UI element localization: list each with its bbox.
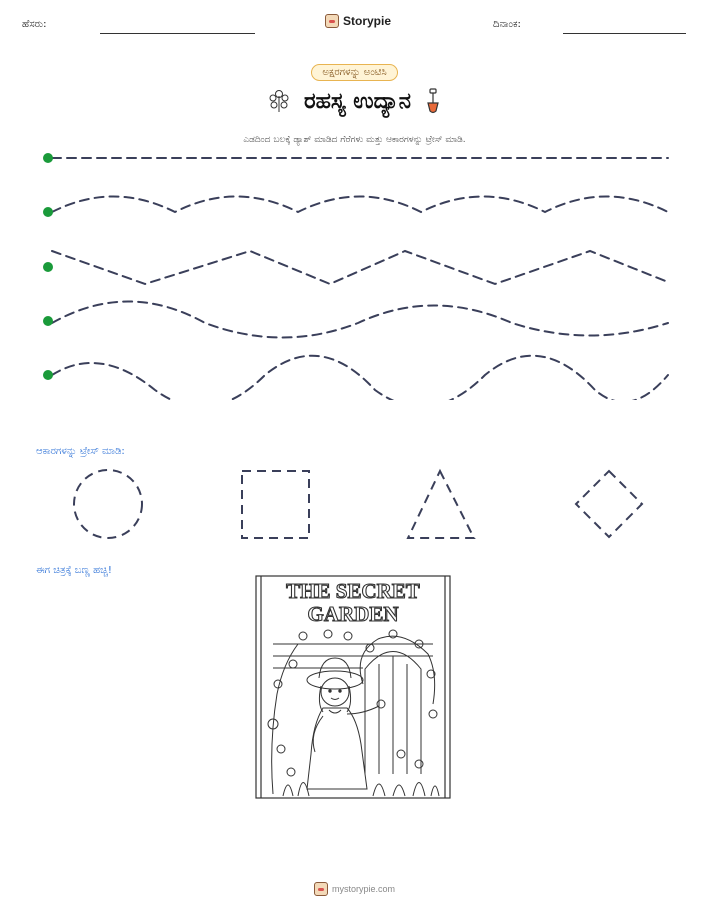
- trace-shapes[interactable]: [0, 462, 709, 548]
- instruction-text: ಎಡದಿಂದ ಬಲಕ್ಕೆ ಡ್ಯಾಶ್ ಮಾಡಿದ ಗೆರೆಗಳು ಮತ್ತು ಆಕಾರಗಳನ್ನು ಟ್ರೇಸ್ ಮಾಡಿ.: [243, 135, 466, 145]
- trace-start-dot: [43, 370, 53, 380]
- trace-lines[interactable]: [0, 140, 709, 400]
- name-line[interactable]: [100, 33, 255, 34]
- activity-badge: ಅಕ್ಷರಗಳನ್ನು ಅಂಟಿಸಿ: [311, 64, 397, 81]
- mascot-icon: [314, 882, 328, 896]
- trace-line-wave: [52, 302, 668, 338]
- footer: [0, 882, 709, 896]
- date-line[interactable]: [563, 33, 686, 34]
- coloring-title-line2: GARDEN: [307, 602, 399, 626]
- coloring-heading: ಈಗ ಚಿತ್ರಕ್ಕೆ ಬಣ್ಣ ಹಚ್ಚಿ!: [36, 565, 112, 576]
- name-label: ಹೆಸರು:: [22, 19, 47, 30]
- trace-shape-diamond: [576, 471, 642, 537]
- mascot-icon: [325, 14, 339, 28]
- worksheet-title: ರಹಸ್ಯ ಉದ್ಯಾನ: [304, 88, 411, 114]
- brand-name: Storypie: [343, 14, 392, 28]
- shovel-icon: [425, 88, 441, 114]
- trace-start-dot: [43, 207, 53, 217]
- trace-shape-square: [242, 471, 309, 538]
- trace-start-dot: [43, 153, 53, 163]
- trace-start-dot: [43, 262, 53, 272]
- footer-url[interactable]: mystorypie.com: [331, 884, 395, 894]
- flower-icon: [268, 88, 290, 114]
- coloring-image[interactable]: [243, 574, 463, 802]
- date-label: ದಿನಾಂಕ:: [493, 19, 521, 30]
- shapes-heading: ಆಕಾರಗಳನ್ನು ಟ್ರೇಸ್ ಮಾಡಿ:: [36, 446, 125, 457]
- trace-start-dot: [43, 316, 53, 326]
- brand-logo: [325, 14, 391, 28]
- trace-line-bumpy-wave: [52, 356, 668, 400]
- trace-line-gentle-wave: [52, 197, 668, 213]
- trace-line-zigzag: [52, 251, 668, 284]
- coloring-title-line1: THE SECRET: [286, 579, 420, 603]
- trace-shape-circle: [74, 470, 142, 538]
- trace-shape-triangle: [408, 471, 474, 538]
